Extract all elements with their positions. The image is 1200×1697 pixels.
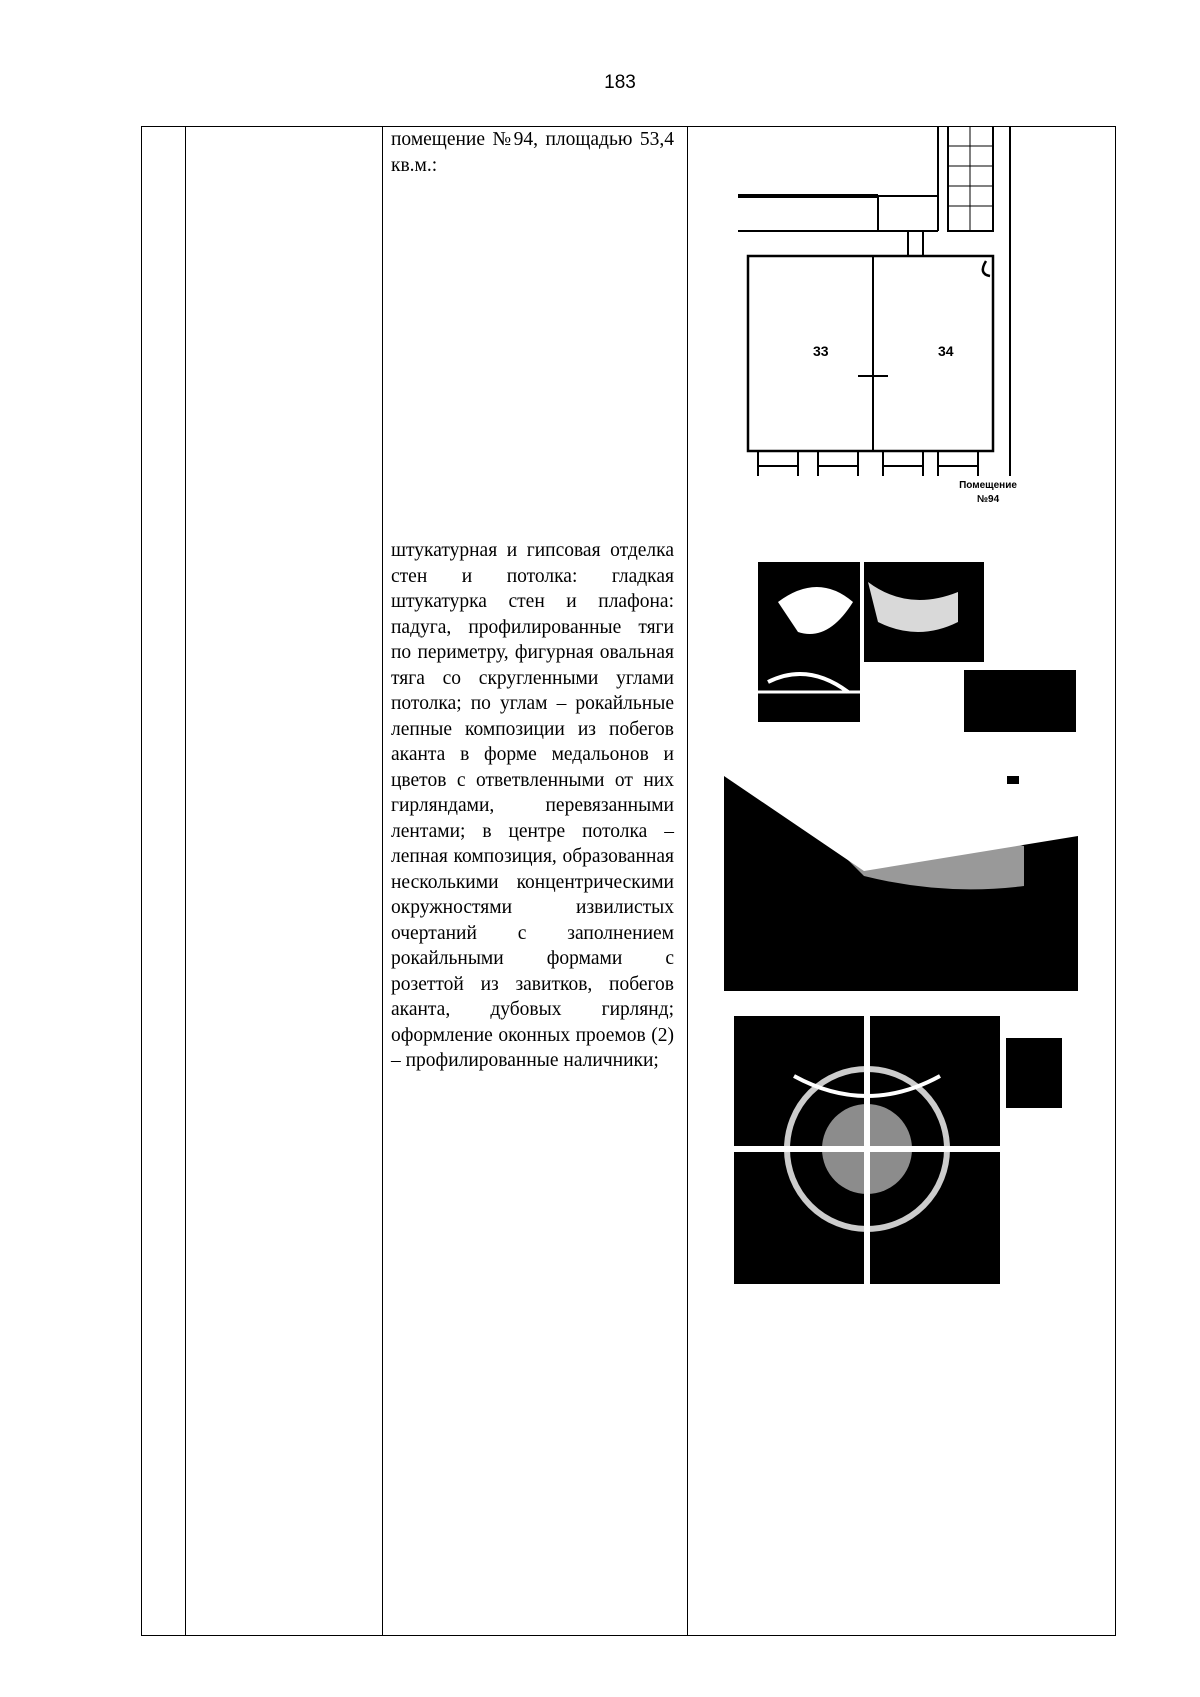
column-divider-1 bbox=[185, 127, 186, 1635]
photo-cornice bbox=[724, 776, 1078, 991]
column-divider-2 bbox=[382, 127, 383, 1635]
plan-caption-line2: №94 bbox=[976, 494, 1000, 505]
page-number: 183 bbox=[604, 72, 636, 93]
decoration-description: штукатурная и гипсовая отделка стен и потолка: гладкая штукатурка стен и плафона: падуга, профилированные тяги по периметру, фигурная овальная тяга со скругленными углами потолка; по углам – рокайльные лепные композиции из побегов аканта в форме медальонов и цветов с ответвленными от них гирляндами, перевязанными лентами; в центре потолка – лепная композиция, образованная несколькими концентрическими окружностями извилистых очертаний с заполнением рокайльными формами с розеттой из завитков, побегов аканта, дубовых гирлянд; оформление оконных проемов (2) – профилированные наличники; bbox=[391, 540, 674, 1071]
column-divider-3 bbox=[687, 127, 688, 1635]
premise-title: помещение №94, площадью 53,4 кв.м.: bbox=[391, 129, 674, 176]
room-label-33: 33 bbox=[813, 343, 829, 359]
photo-ceiling-center bbox=[734, 1016, 1062, 1284]
floor-plan-drawing bbox=[738, 126, 1068, 516]
plan-caption-line1: Помещение bbox=[959, 480, 1017, 491]
photo-ceiling-corner bbox=[758, 562, 1076, 732]
room-label-34: 34 bbox=[938, 343, 954, 359]
